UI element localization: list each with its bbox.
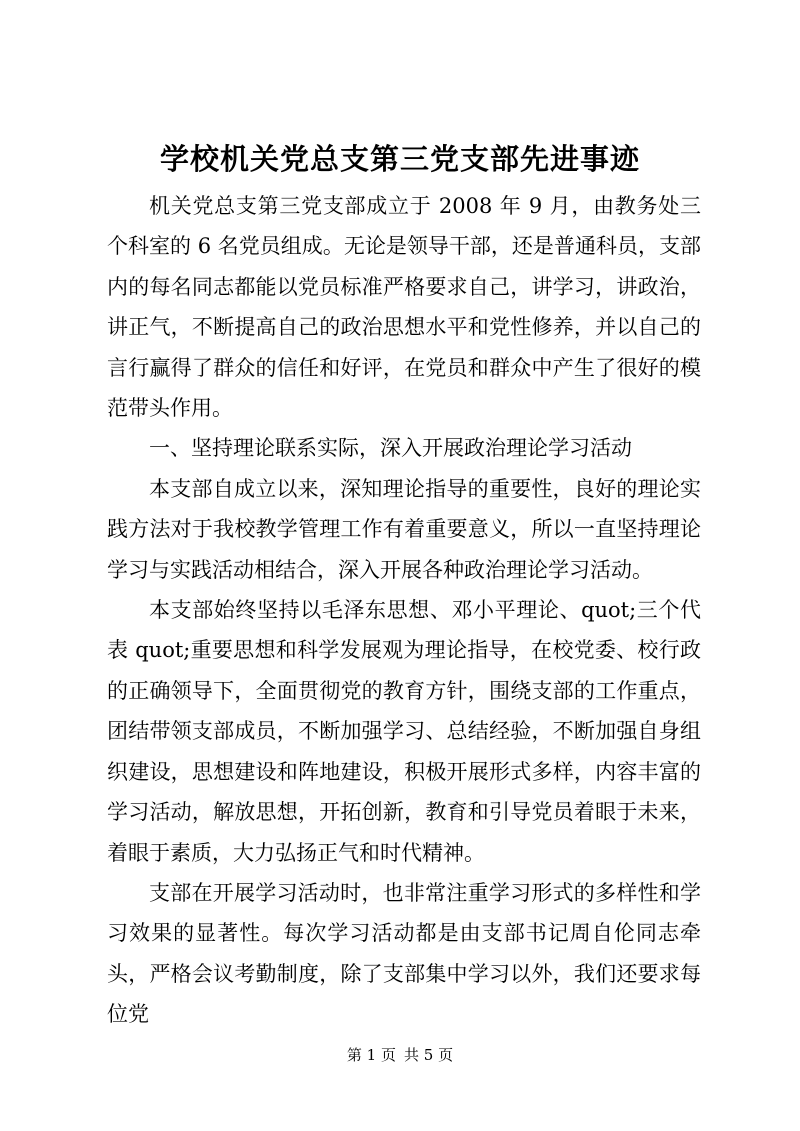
paragraph-intro: 机关党总支第三党支部成立于 2008 年 9 月，由教务处三个科室的 6 名党员组成。无论是领导干部，还是普通科员，支部内的每名同志都能以党员标准严格要求自己，讲学习，讲政治，讲正气，不断提高自己的政治思想水平和党性修养，并以自己的言行赢得了群众的信任和好评，在党员和群众中产生了很好的模范带头作用。 bbox=[107, 194, 701, 421]
document-body bbox=[107, 186, 701, 1035]
page-number: 第 1 页 bbox=[346, 1046, 396, 1064]
page-footer bbox=[0, 1044, 800, 1066]
section-heading-1: 一、坚持理论联系实际，深入开展政治理论学习活动 bbox=[149, 436, 632, 461]
page-total: 共 5 页 bbox=[404, 1046, 454, 1064]
paragraph-study-forms: 支部在开展学习活动时，也非常注重学习形式的多样性和学习效果的显著性。每次学习活动都是由支部书记周自伦同志牵头，严格会议考勤制度，除了支部集中学习以外，我们还要求每位党 bbox=[107, 880, 701, 1027]
paragraph-guiding-theory: 本支部始终坚持以毛泽东思想、邓小平理论、quot;三个代表 quot;重要思想和科学发展观为理论指导，在校党委、校行政的正确领导下，全面贯彻党的教育方针，围绕支部的工作重点，团结带领支部成员，不断加强学习、总结经验，不断加强自身组织建设，思想建设和阵地建设，积极开展形式多样，内容丰富的学习活动，解放思想，开拓创新，教育和引导党员着眼于未来，着眼于素质，大力弘扬正气和时代精神。 bbox=[107, 598, 701, 865]
document-title: 学校机关党总支第三党支部先进事迹 bbox=[159, 142, 640, 176]
paragraph-theory-importance: 本支部自成立以来，深知理论指导的重要性，良好的理论实践方法对于我校教学管理工作有着重要意义，所以一直坚持理论学习与实践活动相结合，深入开展各种政治理论学习活动。 bbox=[107, 476, 701, 582]
